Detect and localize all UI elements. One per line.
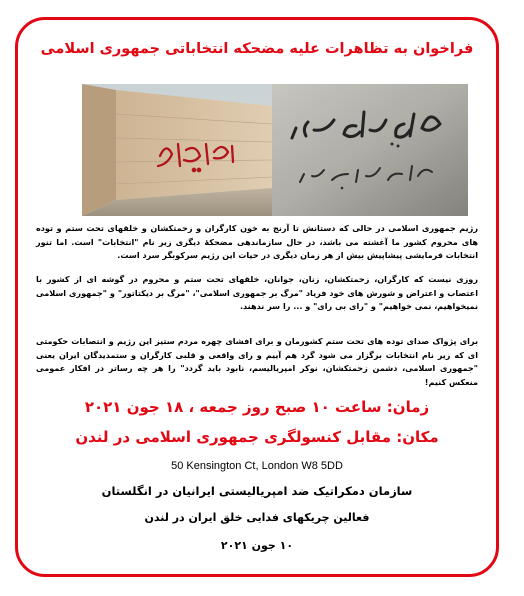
event-address: 50 Kensington Ct, London W8 5DD [171, 460, 343, 472]
graffiti-photo-closeup [272, 84, 468, 216]
statement-date: ۱۰ جون ۲۰۲۱ [220, 539, 294, 552]
paragraph-1: رژیم جمهوری اسلامی در حالی که دستانش تا آرنج به خون کارگران و زحمتکشان و خلقهای تحت ستم و توده های محروم کشور ما آغشته می باشد، در حال سازماندهی مضحکهٔ دیگری زیر نام "انتخابات" است. اما تنور انتخابات فرمایشی پیشاپیش بیش از هر زمان دیگری در حیات این رژیم سرکوبگر سرد است. [36, 223, 478, 260]
paragraph-3: برای پژواک صدای توده های تحت ستم کشورمان و برای افشای چهره مردم ستیز این رژیم و انتصابات حکومتی ای که زیر نام انتخابات برگزار می شود گرد هم آییم و رای واقعی و قلبی کارگران و ستمدیدگان ایران یعنی "جمهوری اسلامی، دشمن زحمتکشان، نوکر امپریالیسم، نابود باید گردد" را هر چه رساتر در افکار عمومی منعکس کنیم! [36, 336, 478, 387]
poster-frame [15, 17, 499, 577]
event-time: زمان: ساعت ۱۰ صبح روز جمعه ، ۱۸ جون ۲۰۲۱ [84, 398, 430, 416]
organizer-2: فعالین چریکهای فدایی خلق ایران در لندن [144, 511, 370, 524]
organizer-1: سازمان دمکراتیک ضد امپریالیستی ایرانیان در انگلستان [101, 484, 413, 498]
graffiti-photo-wall [82, 84, 272, 216]
paragraph-2: روزی نیست که کارگران، زحمتکشان، زنان، جوانان، خلقهای تحت ستم و محروم در گوشه ای از کشور با اعتصاب و اعتراض و شورش های خود فریاد "مرگ بر جمهوری اسلامی"، "مرگ بر دیکتاتور" و "جمهوری اسلامی نمیخواهیم، نمی خواهیم" و "رای بی رای" و ... را سر ندهند. [36, 274, 478, 311]
event-place: مکان: مقابل کنسولگری جمهوری اسلامی در لندن [75, 428, 439, 446]
poster-title: فراخوان به تظاهرات علیه مضحکه انتخاباتی جمهوری اسلامی [40, 41, 474, 57]
